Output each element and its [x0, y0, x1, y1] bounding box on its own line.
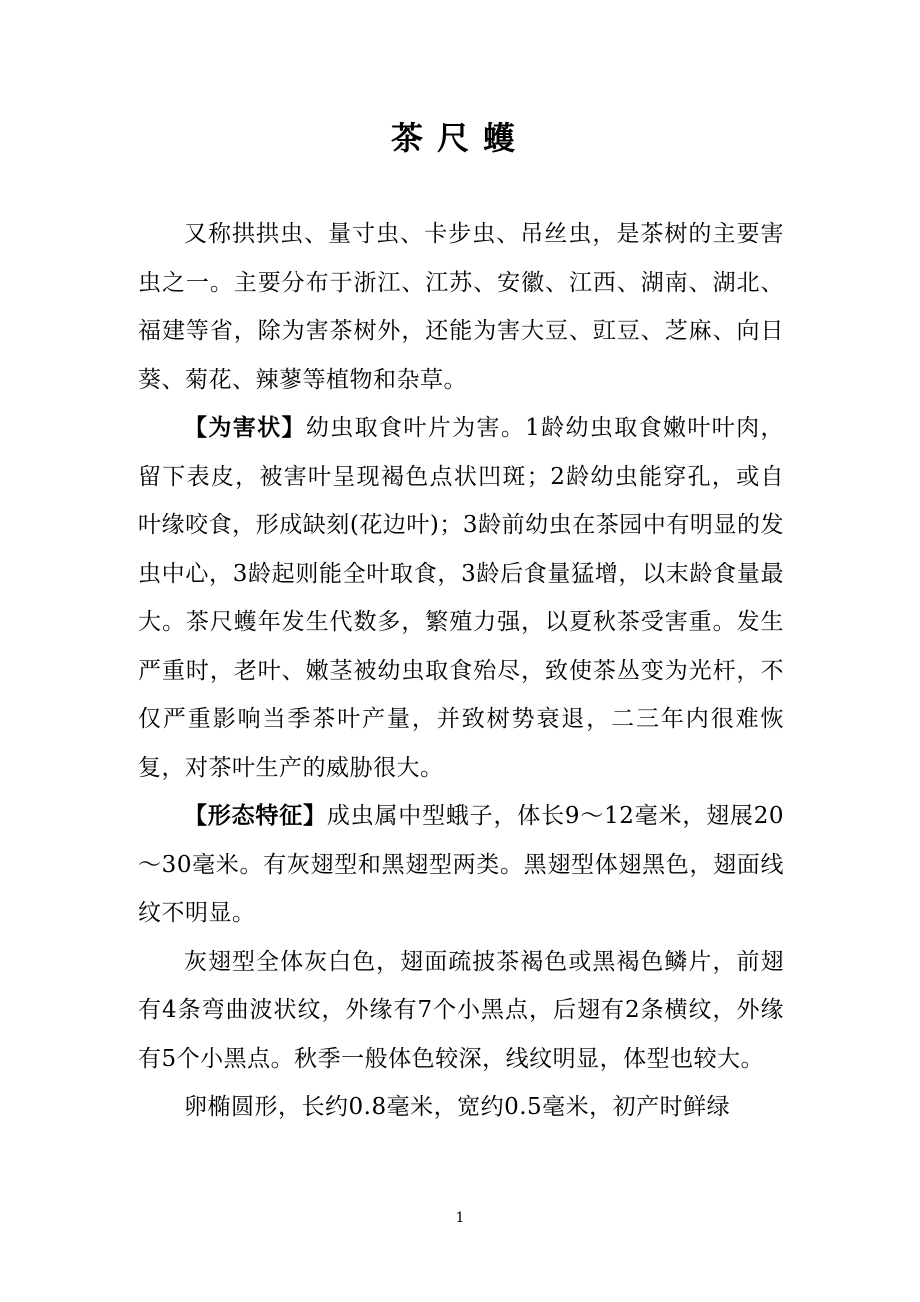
paragraph-text: 又称拱拱虫、量寸虫、卡步虫、吊丝虫，是茶树的主要害虫之一。主要分布于浙江、江苏、安徽、江西、湖南、湖北、福建等省，除为害茶树外，还能为害大豆、豇豆、芝麻、向日葵、菊花、辣蓼等植物和杂草。 [138, 221, 784, 393]
paragraph-grey-wing [138, 938, 784, 1084]
paragraph-text: 幼虫取食叶片为害。1龄幼虫取食嫩叶叶肉，留下表皮，被害叶呈现褐色点状凹斑；2龄幼虫能穿孔，或自叶缘咬食，形成缺刻(花边叶)；3龄前幼虫在茶园中有明显的发虫中心，3龄起则能全叶取食，3龄后食量猛增，以末龄食量最大。茶尺蠖年发生代数多，繁殖力强，以夏秋茶受害重。发生严重时，老叶、嫩茎被幼虫取食殆尽，致使茶丛变为光杆，不仅严重影响当季茶叶产量，并致树势衰退，二三年内很难恢复，对茶叶生产的威胁很大。 [138, 415, 785, 781]
paragraph-text: 成虫属中型蛾子，体长9～12毫米，翅展20～30毫米。有灰翅型和黑翅型两类。黑翅型体翅黑色，翅面线纹不明显。 [138, 803, 785, 926]
page-title: 茶尺蠖 [390, 119, 529, 157]
section-heading-damage: 【为害状】 [184, 415, 306, 441]
document-body [138, 210, 784, 1132]
paragraph-egg [138, 1083, 784, 1132]
paragraph-damage [138, 404, 784, 792]
paragraph-text: 灰翅型全体灰白色，翅面疏披茶褐色或黑褐色鳞片，前翅有4条弯曲波状纹，外缘有7个小黑点，后翅有2条横纹，外缘有5个小黑点。秋季一般体色较深，线纹明显，体型也较大。 [138, 948, 784, 1072]
section-heading-morphology: 【形态特征】 [184, 803, 327, 829]
paragraph-morphology [138, 792, 784, 938]
paragraph-text: 卵椭圆形，长约0.8毫米，宽约0.5毫米，初产时鲜绿 [184, 1094, 731, 1120]
page-number: 1 [455, 1210, 465, 1226]
paragraph-intro [138, 210, 784, 404]
